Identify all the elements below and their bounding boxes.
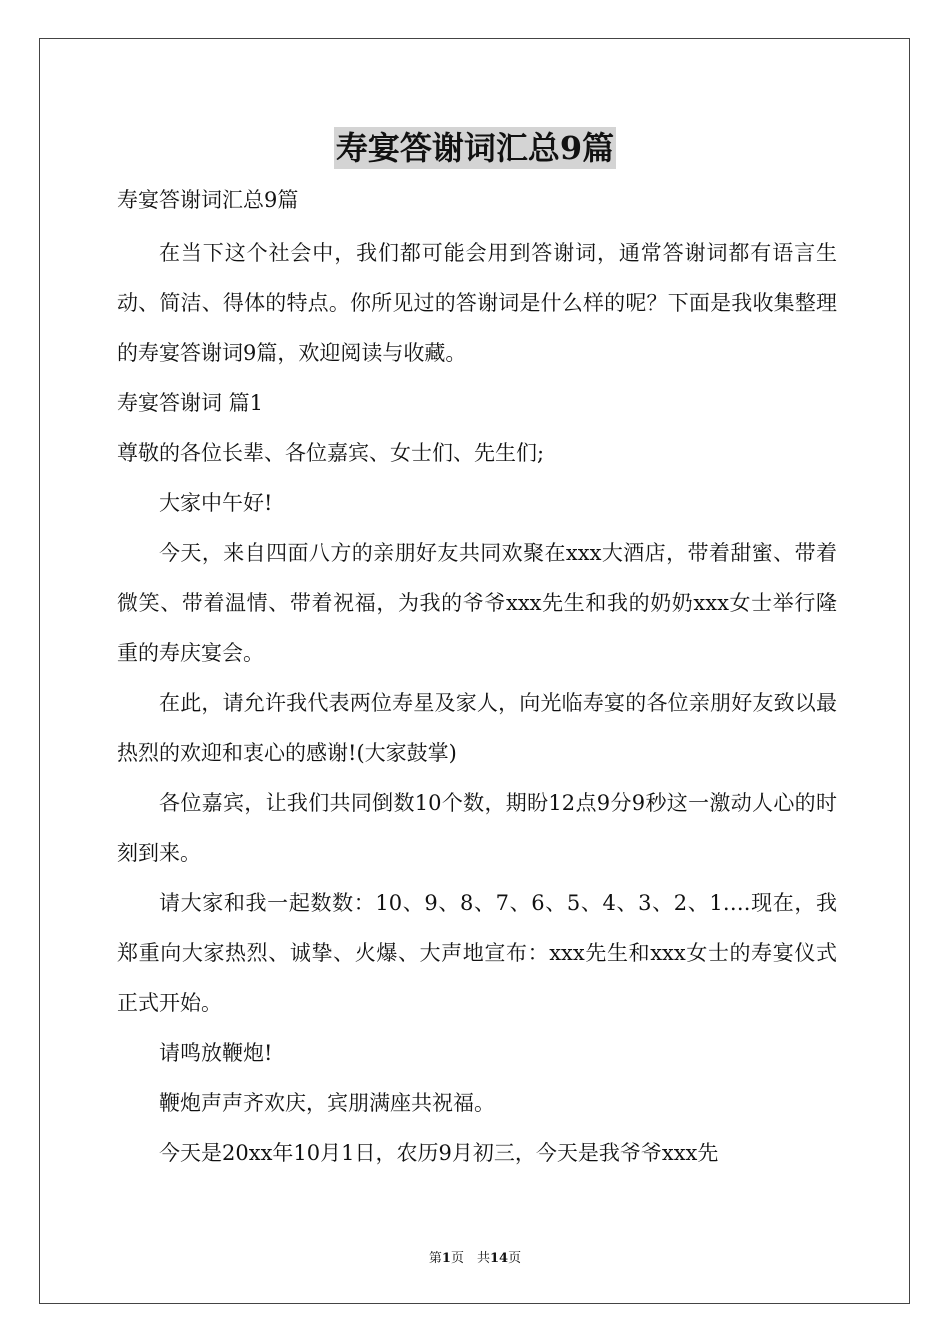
paragraph-gathering: 今天，来自四面八方的亲朋好友共同欢聚在xxx大酒店，带着甜蜜、带着微笑、带着温情、带着祝福，为我的爷爷xxx先生和我的奶奶xxx女士举行隆重的寿庆宴会。 <box>117 541 837 665</box>
footer-prefix: 第 <box>428 1251 442 1266</box>
paragraph-celebration: 鞭炮声声齐欢庆，宾朋满座共祝福。 <box>159 1091 495 1115</box>
document-subtitle: 寿宴答谢词汇总9篇 <box>117 188 299 212</box>
paragraph-salutation: 尊敬的各位长辈、各位嘉宾、女士们、先生们; <box>117 441 545 465</box>
paragraph-date: 今天是20xx年10月1日，农历9月初三，今天是我爷爷xxx先 <box>159 1141 719 1165</box>
footer-suffix: 页 <box>508 1251 522 1266</box>
paragraph-intro: 在当下这个社会中，我们都可能会用到答谢词，通常答谢词都有语言生动、简洁、得体的特点。你所见过的答谢词是什么样的呢？下面是我收集整理的寿宴答谢词9篇，欢迎阅读与收藏。 <box>117 241 837 365</box>
document-title: 寿宴答谢词汇总9篇 <box>335 129 615 167</box>
footer-mid: 页 共 <box>450 1251 490 1266</box>
paragraph-firecrackers: 请鸣放鞭炮! <box>159 1041 273 1065</box>
title-container <box>0 127 950 169</box>
document-body <box>117 178 837 1178</box>
page-footer <box>0 1247 950 1266</box>
paragraph-countdown: 请大家和我一起数数：10、9、8、7、6、5、4、3、2、1….现在，我郑重向大家热烈、诚挚、火爆、大声地宣布：xxx先生和xxx女士的寿宴仪式正式开始。 <box>117 891 837 1015</box>
paragraph-greeting: 大家中午好! <box>159 491 273 515</box>
footer-page-number: 1 <box>441 1251 451 1266</box>
section-heading: 寿宴答谢词 篇1 <box>117 391 264 415</box>
paragraph-thanks: 在此，请允许我代表两位寿星及家人，向光临寿宴的各位亲朋好友致以最热烈的欢迎和衷心的感谢!(大家鼓掌) <box>117 691 837 765</box>
footer-total-pages: 14 <box>489 1251 509 1266</box>
paragraph-countdown-intro: 各位嘉宾，让我们共同倒数10个数，期盼12点9分9秒这一激动人心的时刻到来。 <box>117 791 837 865</box>
